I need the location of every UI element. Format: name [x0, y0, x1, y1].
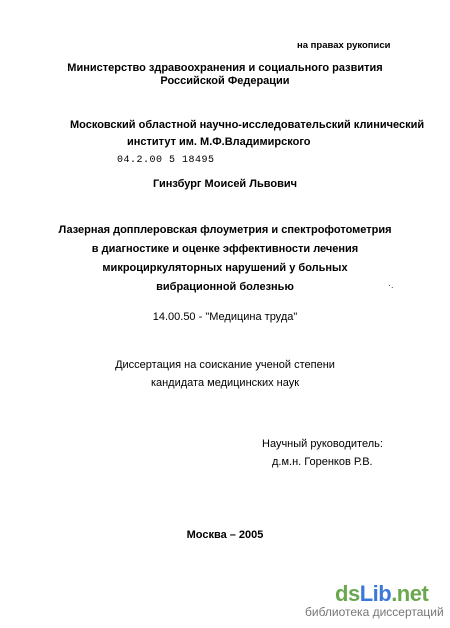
specialty: 14.00.50 - "Медицина труда": [152, 311, 298, 323]
watermark-logo-net: .net: [391, 581, 429, 606]
watermark-logo: [335, 581, 428, 607]
institute-line-2: институт им. М.Ф.Владимирского: [127, 136, 311, 148]
supervisor-name: д.м.н. Горенков Р.В.: [272, 456, 373, 468]
stamp-number: 04.2.00 5 18495: [117, 155, 215, 166]
thesis-title-line-3: микроциркуляторных нарушений у больных: [102, 262, 348, 274]
author-name: Гинзбург Моисей Львович: [153, 178, 297, 190]
degree-line-2: кандидата медицинских наук: [150, 377, 300, 389]
institute-line-1: Московский областной научно-исследовательский клинический: [70, 119, 425, 131]
ministry-line-2: Российской Федерации: [160, 75, 290, 87]
ministry-line-1: Министерство здравоохранения и социального развития: [67, 62, 383, 74]
degree-line-1: Диссертация на соискание ученой степени: [115, 359, 335, 371]
supervisor-label: Научный руководитель:: [262, 438, 383, 450]
manuscript-note: на правах рукописи: [297, 40, 391, 51]
thesis-title-line-4: вибрационной болезнью: [156, 281, 294, 293]
watermark-logo-lib: Lib: [359, 581, 392, 606]
watermark-logo-ds: ds: [335, 581, 360, 606]
city-year: Москва – 2005: [186, 529, 264, 541]
thesis-title-line-2: в диагностике и оценке эффективности лечения: [91, 243, 359, 255]
thesis-title-line-1: Лазерная допплеровская флоуметрия и спектрофотометрия: [58, 224, 392, 236]
scan-mark: ·.: [388, 280, 394, 290]
watermark-subtitle: библиотека диссертаций: [305, 605, 444, 619]
